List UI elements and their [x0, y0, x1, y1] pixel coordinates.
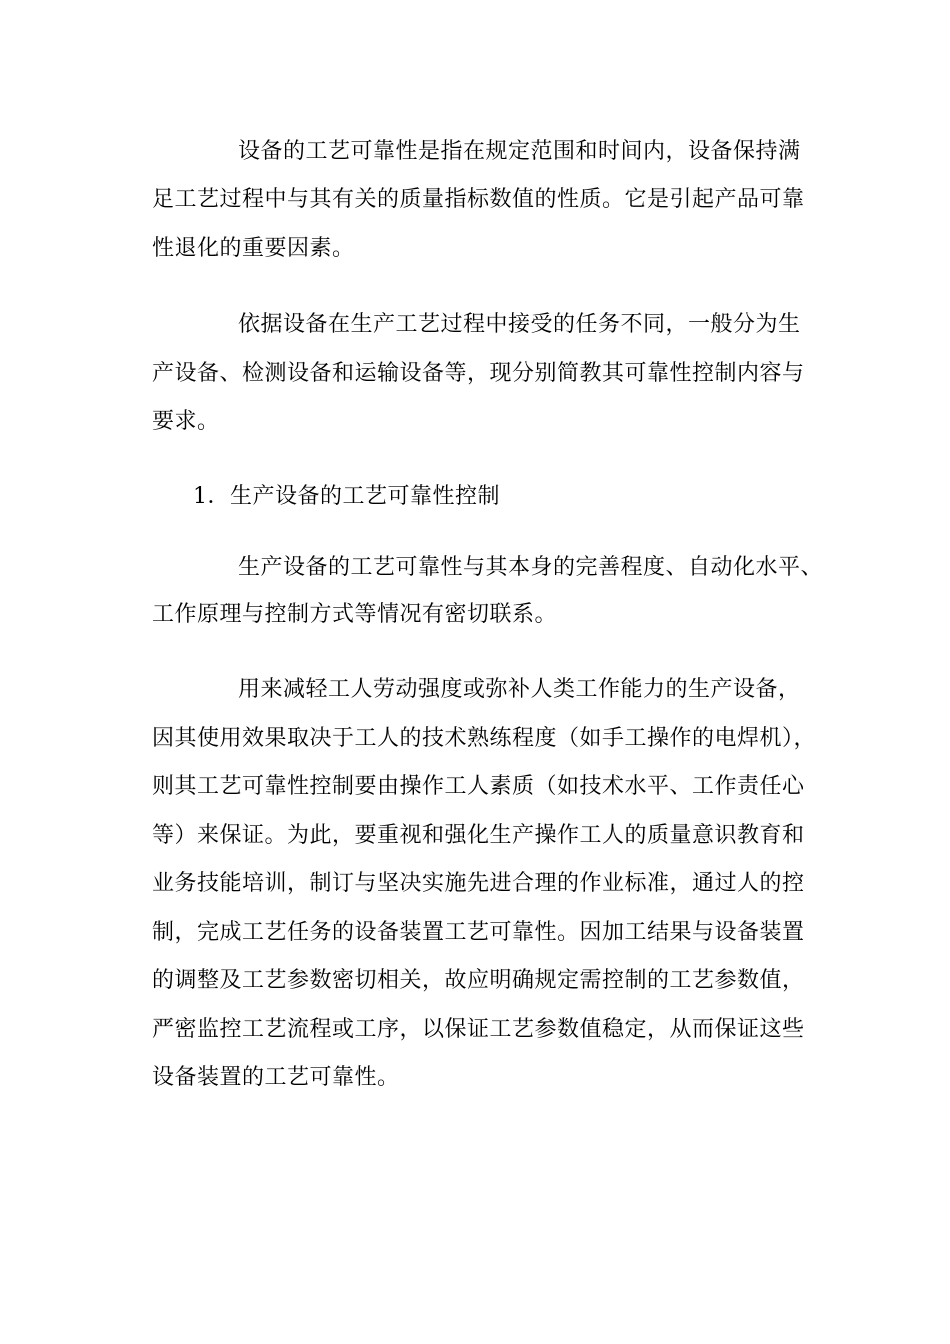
paragraph-4-line-6: 制，完成工艺任务的设备装置工艺可靠性。因加工结果与设备装置	[152, 920, 805, 945]
paragraph-4-line-8: 严密监控工艺流程或工序，以保证工艺参数值稳定，从而保证这些	[152, 1017, 805, 1042]
paragraph-2-line-1: 依据设备在生产工艺过程中接受的任务不同，一般分为生	[238, 312, 801, 337]
section-heading: 1．生产设备的工艺可靠性控制	[193, 484, 500, 509]
paragraph-1-line-3: 性退化的重要因素。	[152, 236, 355, 261]
paragraph-4-line-9: 设备装置的工艺可靠性。	[152, 1065, 400, 1090]
paragraph-4-line-7: 的调整及工艺参数密切相关，故应明确规定需控制的工艺参数值，	[152, 968, 805, 993]
paragraph-3-line-2: 工作原理与控制方式等情况有密切联系。	[152, 602, 558, 627]
paragraph-4-line-3: 则其工艺可靠性控制要由操作工人素质（如技术水平、工作责任心	[152, 774, 805, 799]
paragraph-1-line-2: 足工艺过程中与其有关的质量指标数值的性质。它是引起产品可靠	[152, 187, 805, 212]
paragraph-4-line-2: 因其使用效果取决于工人的技术熟练程度（如手工操作的电焊机），	[152, 726, 817, 751]
paragraph-2-line-2: 产设备、检测设备和运输设备等，现分别简教其可靠性控制内容与	[152, 361, 805, 386]
paragraph-1-line-1: 设备的工艺可靠性是指在规定范围和时间内，设备保持满	[238, 139, 801, 164]
paragraph-4-line-5: 业务技能培训，制订与坚决实施先进合理的作业标准，通过人的控	[152, 871, 805, 896]
paragraph-3-line-1: 生产设备的工艺可靠性与其本身的完善程度、自动化水平、	[238, 555, 824, 580]
paragraph-2-line-3: 要求。	[152, 409, 220, 434]
paragraph-4-line-1: 用来减轻工人劳动强度或弥补人类工作能力的生产设备，	[238, 677, 801, 702]
paragraph-4-line-4: 等）来保证。为此，要重视和强化生产操作工人的质量意识教育和	[152, 823, 805, 848]
